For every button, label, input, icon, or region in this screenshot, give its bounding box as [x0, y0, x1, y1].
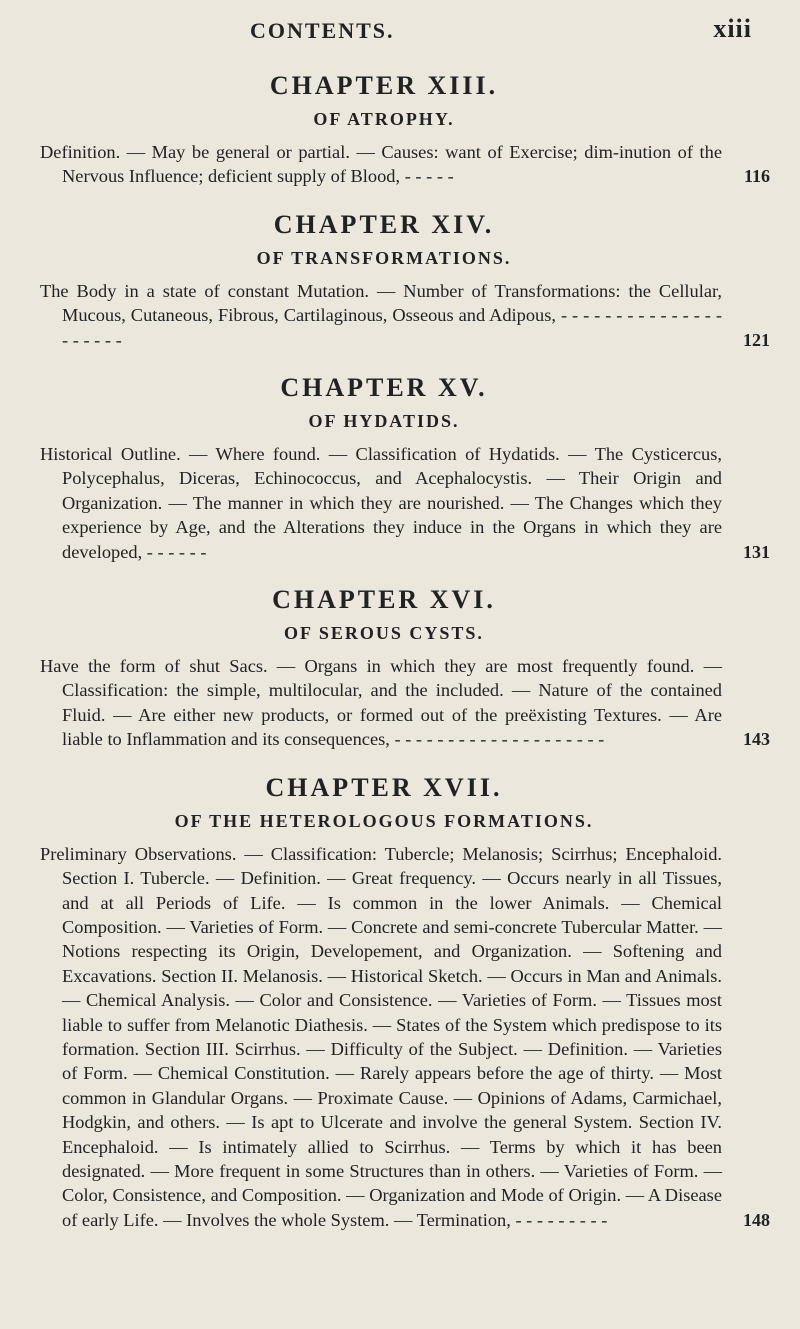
chapter-subtitle: OF TRANSFORMATIONS. [256, 247, 512, 268]
chapter-page-number: 121 [743, 329, 770, 350]
chapter-heading: CHAPTER XIII. [269, 71, 499, 100]
chapter-subtitle: OF ATROPHY. [313, 109, 455, 129]
chapter-heading: CHAPTER XVII. [265, 772, 503, 802]
contents-list [40, 58, 770, 1250]
running-title: CONTENTS. [250, 18, 395, 43]
running-head [0, 8, 800, 48]
chapter-subtitle: OF SEROUS CYSTS. [284, 623, 484, 644]
chapter-description [40, 842, 770, 1233]
chapter-description-text: Have the form of shut Sacs. — Organs in which they are most frequently found. — Classification: the simple, multilocular, and the included. — Nature of the contained Fluid. — Are either new products, or formed out of the preëxisting Textures. — Are liable to Inflammation and its consequences, - - - - - - - - - - - - - - - - - - - - [40, 656, 722, 750]
chapter-description [40, 442, 770, 564]
chapter-page-number: 131 [743, 541, 770, 562]
chapter-description-text: Preliminary Observations. — Classification: Tubercle; Melanosis; Scirrhus; Encephaloid. Section I. Tubercle. — Definition. — Great frequency. — Occurs nearly in all Tissues, and at all Periods of Life. — Is common in the lower Animals. — Chemical Composition. — Varieties of Form. — Concrete and semi-concrete Tubercular Matter. — Notions respecting its Origin, Developement, and Organization. — Softening and Excavations. Section II. Melanosis. — Historical Sketch. — Occurs in Man and Animals. — Chemical Analysis. — Color and Consistence. — Varieties of Form. — Tissues most liable to suffer from Melanotic Diathesis. — States of the System which predispose to its formation. Section III. Scirrhus. — Difficulty of the Subject. — Definition. — Varieties of Form. — Chemical Constitution. — Rarely appears before the age of thirty. — Most common in Glandular Organs. — Proximate Cause. — Opinions of Adams, Carmichael, Hodgkin, and others. — Is apt to Ulcerate and involve the general System. Section IV. Encephaloid. — Is intimately allied to Scirrhus. — Terms by which it has been designated. — More frequent in some Structures than in others. — Varieties of Form. — Color, Consistence, and Composition. — Organization and Mode of Origin. — A Disease of early Life. — Involves the whole System. — Termination, - - - - - - - - - [40, 843, 722, 1230]
chapter-subtitle: OF THE HETEROLOGOUS FORMATIONS. [174, 810, 594, 831]
chapter-subtitle: OF HYDATIDS. [308, 411, 460, 432]
chapter-description-text: The Body in a state of constant Mutation. — Number of Transformations: the Cellular, Mucous, Cutaneous, Fibrous, Cartilaginous, Osseous and Adipous, - - - - - - - - - - - - - - - - - - - - - [40, 280, 722, 350]
chapter-description-text: Definition. — May be general or partial. — Causes: want of Exercise; dim-inution of the Nervous Influence; deficient supply of Blood, - - - - - [40, 142, 722, 187]
chapter-entry [40, 68, 770, 189]
page-number: xiii [713, 14, 752, 43]
chapter-description [40, 279, 770, 352]
chapter-page-number: 148 [743, 1209, 770, 1230]
chapter-page-number: 143 [743, 729, 770, 750]
chapter-entry [40, 770, 770, 1233]
chapter-description-text: Historical Outline. — Where found. — Classification of Hydatids. — The Cysticercus, Polycephalus, Diceras, Echinococcus, and Acephalocystis. — Their Origin and Organization. — The manner in which they are nourished. — The Changes which they experience by Age, and the Alterations they induce in the Organs in which they are developed, - - - - - - [40, 444, 722, 562]
chapter-page-number: 116 [743, 166, 770, 187]
chapter-entry [40, 582, 770, 752]
chapter-heading: CHAPTER XV. [280, 373, 488, 403]
chapter-description [40, 654, 770, 752]
chapter-description [40, 140, 770, 189]
chapter-heading: CHAPTER XIV. [273, 209, 495, 239]
chapter-entry [40, 207, 770, 352]
chapter-entry [40, 370, 770, 564]
chapter-heading: CHAPTER XVI. [272, 585, 496, 615]
